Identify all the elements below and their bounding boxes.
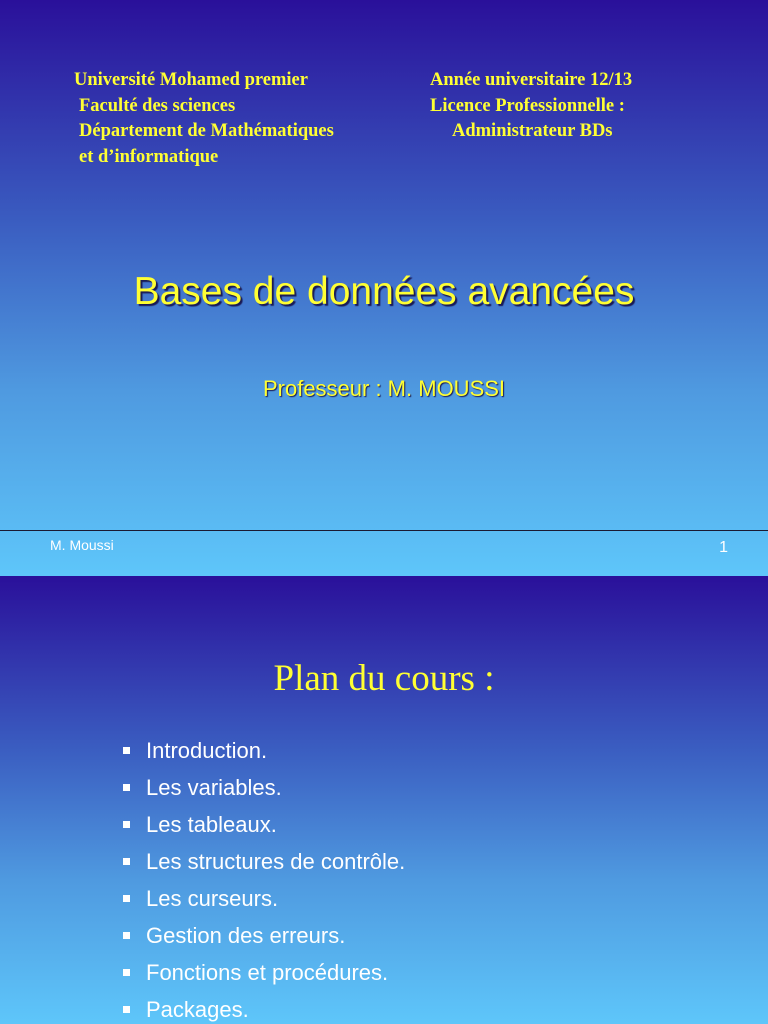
bullet-icon: [123, 747, 130, 754]
list-item-label: Les tableaux.: [146, 812, 277, 837]
professor-name: Professeur : M. MOUSSI: [262, 376, 506, 401]
list-item-label: Les curseurs.: [146, 886, 279, 911]
list-item: [123, 806, 405, 843]
bullet-icon: [123, 895, 130, 902]
header-specialty: Administrateur BDs: [452, 121, 613, 141]
header-institution: [74, 68, 334, 170]
header-licence: Licence Professionnelle :: [430, 95, 625, 116]
header-program: [430, 68, 632, 145]
header-faculty: Faculté des sciences: [79, 95, 236, 116]
slide-2: [0, 576, 768, 1024]
plan-title: Plan du cours :: [273, 658, 495, 699]
list-item: [123, 769, 405, 806]
list-item: [123, 917, 405, 954]
list-item-label: Les variables.: [146, 775, 282, 800]
list-item: [123, 991, 405, 1024]
footer-author: M. Moussi: [50, 537, 114, 553]
header-department-cont: et d’informatique: [79, 146, 219, 167]
header-department: Département de Mathématiques: [79, 121, 334, 141]
header-academic-year: Année universitaire 12/13: [430, 70, 633, 90]
footer-divider: [0, 530, 768, 531]
bullet-icon: [123, 1006, 130, 1013]
bullet-icon: [123, 932, 130, 939]
list-item: [123, 732, 405, 769]
list-item-label: Les structures de contrôle.: [146, 849, 406, 874]
list-item-label: Packages.: [146, 997, 249, 1022]
list-item-label: Gestion des erreurs.: [146, 923, 346, 948]
list-item: [123, 954, 405, 991]
slide-title: Bases de données avancées: [133, 270, 635, 313]
header-university: Université Mohamed premier: [74, 70, 308, 90]
bullet-icon: [123, 858, 130, 865]
list-item: [123, 880, 405, 917]
list-item: [123, 843, 405, 880]
plan-list: [123, 732, 405, 1024]
bullet-icon: [123, 821, 130, 828]
list-item-label: Fonctions et procédures.: [146, 960, 389, 985]
list-item-label: Introduction.: [146, 738, 268, 763]
bullet-icon: [123, 969, 130, 976]
page-number: 1: [719, 539, 728, 556]
bullet-icon: [123, 784, 130, 791]
